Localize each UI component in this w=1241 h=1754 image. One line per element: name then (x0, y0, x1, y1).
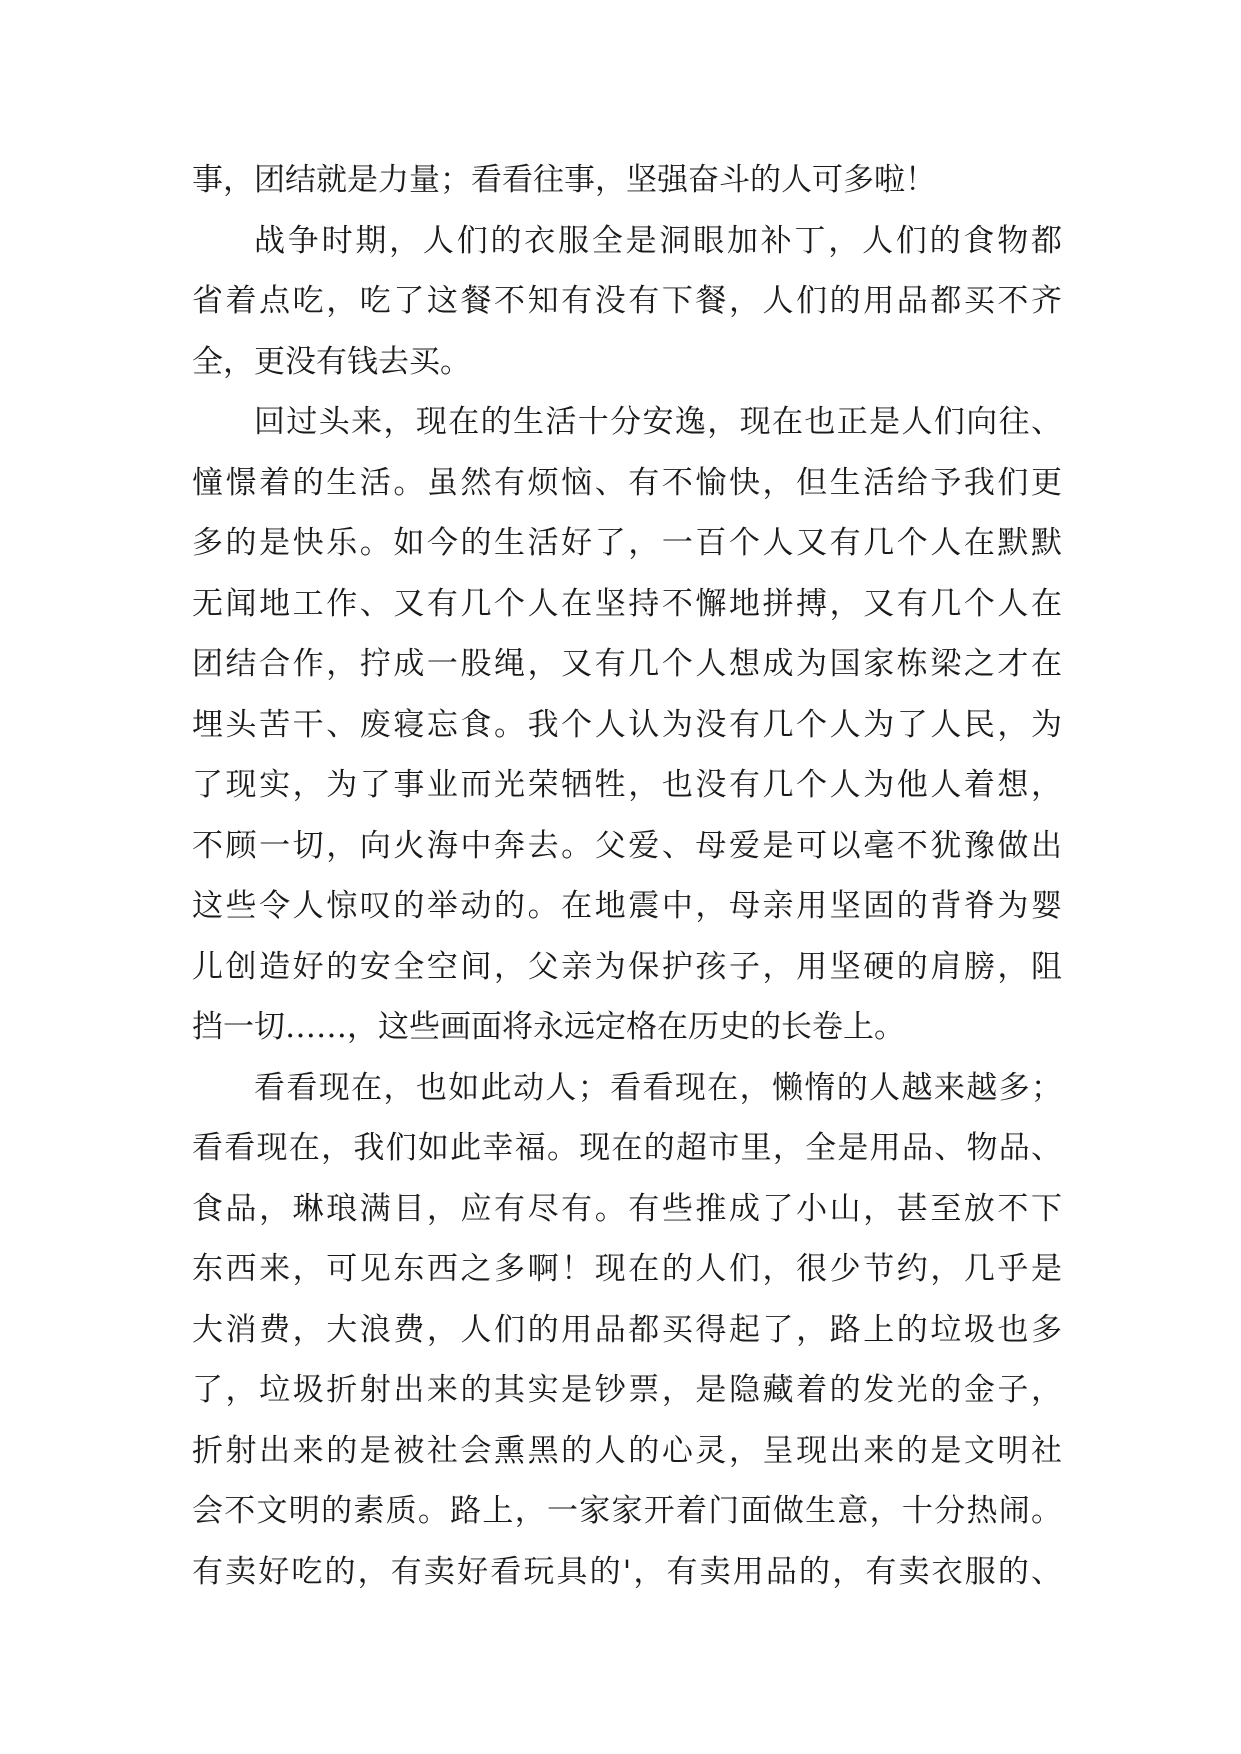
text-line: 有卖好吃的，有卖好看玩具的'，有卖用品的，有卖衣服的、 (192, 1553, 1062, 1590)
text-line: 看看现在，我们如此幸福。现在的超市里，全是用品、物品、 (192, 1130, 1062, 1166)
document-body (192, 150, 1062, 1602)
paragraph (192, 392, 1062, 1058)
text-line: 挡一切……，这些画面将永远定格在历史的长卷上。 (192, 1009, 905, 1045)
text-line: 战争时期，人们的衣服全是洞眼加补丁，人们的食物都 (254, 222, 1062, 259)
text-line: 了现实，为了事业而光荣牺牲，也没有几个人为他人着想， (192, 767, 1062, 803)
text-line: 回过头来，现在的生活十分安逸，现在也正是人们向往、 (254, 404, 1062, 440)
paragraph (192, 150, 1062, 211)
text-line: 无闻地工作、又有几个人在坚持不懈地拼搏，又有几个人在 (192, 585, 1062, 622)
text-line: 食品，琳琅满目，应有尽有。有些推成了小山，甚至放不下 (192, 1190, 1062, 1227)
paragraph (192, 211, 1062, 393)
text-line: 憧憬着的生活。虽然有烦恼、有不愉快，但生活给予我们更 (192, 464, 1062, 501)
text-line: 了，垃圾折射出来的其实是钞票，是隐藏着的发光的金子， (192, 1372, 1062, 1408)
text-line: 折射出来的是被社会熏黑的人的心灵，呈现出来的是文明社 (192, 1432, 1062, 1469)
text-line: 省着点吃，吃了这餐不知有没有下餐，人们的用品都买不齐 (192, 283, 1062, 319)
text-line: 团结合作，拧成一股绳，又有几个人想成为国家栋梁之才在 (192, 646, 1062, 682)
text-line: 多的是快乐。如今的生活好了，一百个人又有几个人在默默 (192, 525, 1062, 561)
text-line: 看看现在，也如此动人；看看现在，懒惰的人越来越多； (254, 1069, 1062, 1106)
text-line: 大消费，大浪费，人们的用品都买得起了，路上的垃圾也多 (192, 1311, 1062, 1348)
text-line: 这些令人惊叹的举动的。在地震中，母亲用坚固的背脊为婴 (192, 888, 1062, 924)
text-line: 事，团结就是力量；看看往事，坚强奋斗的人可多啦！ (192, 162, 936, 198)
text-line: 全，更没有钱去买。 (192, 343, 471, 380)
text-line: 不顾一切，向火海中奔去。父爱、母爱是可以毫不犹豫做出 (192, 827, 1062, 864)
text-line: 儿创造好的安全空间，父亲为保护孩子，用坚硬的肩膀，阻 (192, 948, 1062, 985)
text-line: 埋头苦干、废寝忘食。我个人认为没有几个人为了人民，为 (192, 706, 1062, 743)
text-line: 会不文明的素质。路上，一家家开着门面做生意，十分热闹。 (192, 1493, 1062, 1529)
paragraph (192, 1058, 1062, 1603)
text-line: 东西来，可见东西之多啊！现在的人们，很少节约，几乎是 (192, 1251, 1062, 1287)
